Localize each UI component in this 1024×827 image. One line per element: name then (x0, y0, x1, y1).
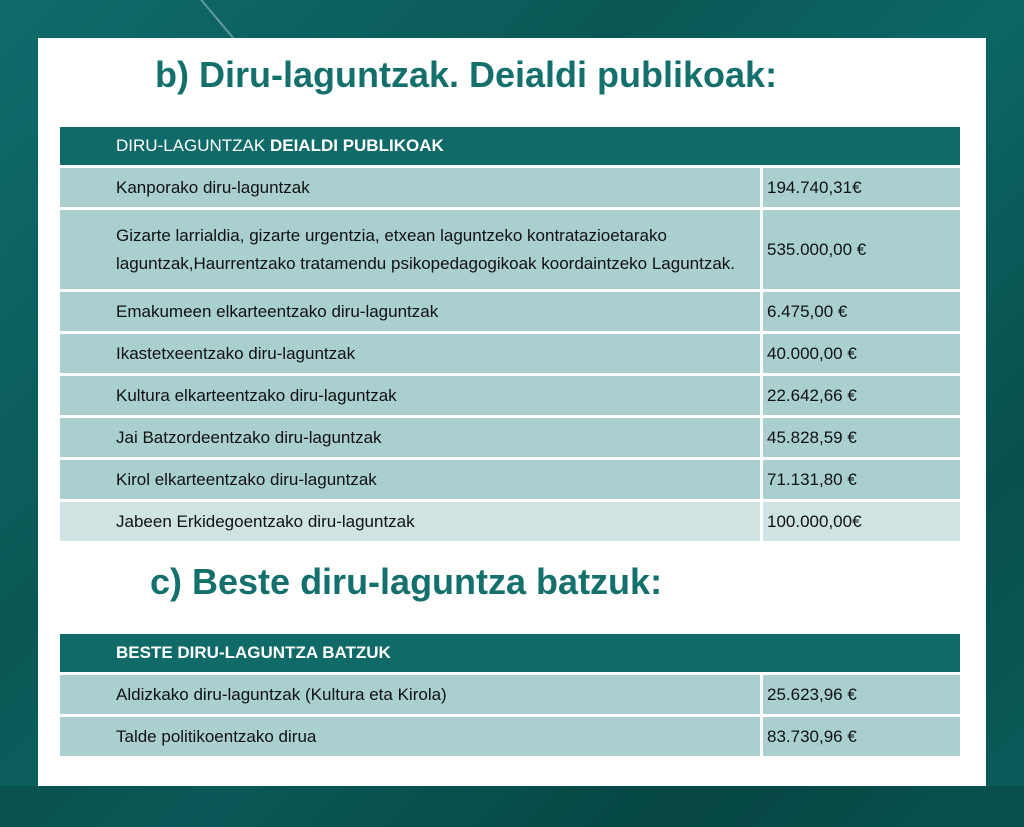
row-amount: 40.000,00 € (763, 334, 960, 373)
table-beste-diru-laguntzak (57, 631, 963, 759)
table-header-cell: BESTE DIRU-LAGUNTZA BATZUK (60, 634, 960, 672)
row-amount: 25.623,96 € (763, 675, 960, 714)
table-row (60, 502, 960, 541)
table-row (60, 210, 960, 289)
row-amount: 535.000,00 € (763, 210, 960, 289)
table-row (60, 460, 960, 499)
row-label: Talde politikoentzako dirua (60, 717, 760, 756)
slide-content (38, 38, 986, 786)
row-amount: 71.131,80 € (763, 460, 960, 499)
table-row (60, 376, 960, 415)
section-c-title: c) Beste diru-laguntza batzuk: (150, 561, 663, 602)
row-amount: 100.000,00€ (763, 502, 960, 541)
table-row (60, 168, 960, 207)
table-row (60, 334, 960, 373)
table-deialdi-publikoak (57, 124, 963, 544)
background-band (0, 786, 1024, 827)
row-amount: 22.642,66 € (763, 376, 960, 415)
row-label: Kultura elkarteentzako diru-laguntzak (60, 376, 760, 415)
table-row (60, 717, 960, 756)
table-header-cell (60, 127, 960, 165)
row-label: Aldizkako diru-laguntzak (Kultura eta Kirola) (60, 675, 760, 714)
table-row (60, 675, 960, 714)
row-amount: 194.740,31€ (763, 168, 960, 207)
table-header-regular: DIRU-LAGUNTZAK (116, 136, 270, 155)
row-label: Gizarte larrialdia, gizarte urgentzia, etxean laguntzeko kontratazioetarako laguntzak,Haurrentzako tratamendu psikopedagogikoak koordaintzeko Laguntzak. (60, 210, 760, 289)
table-header-bold: DEIALDI PUBLIKOAK (269, 136, 444, 155)
row-amount: 83.730,96 € (763, 717, 960, 756)
row-amount: 45.828,59 € (763, 418, 960, 457)
row-label: Emakumeen elkarteentzako diru-laguntzak (60, 292, 760, 331)
row-label: Kanporako diru-laguntzak (60, 168, 760, 207)
row-label: Jai Batzordeentzako diru-laguntzak (60, 418, 760, 457)
table-row (60, 292, 960, 331)
table-header-row (60, 127, 960, 165)
row-label: Jabeen Erkidegoentzako diru-laguntzak (60, 502, 760, 541)
table-header-row (60, 634, 960, 672)
row-label: Kirol elkarteentzako diru-laguntzak (60, 460, 760, 499)
row-label: Ikastetxeentzako diru-laguntzak (60, 334, 760, 373)
table-row (60, 418, 960, 457)
row-amount: 6.475,00 € (763, 292, 960, 331)
section-b-title: b) Diru-laguntzak. Deialdi publikoak: (155, 54, 778, 95)
